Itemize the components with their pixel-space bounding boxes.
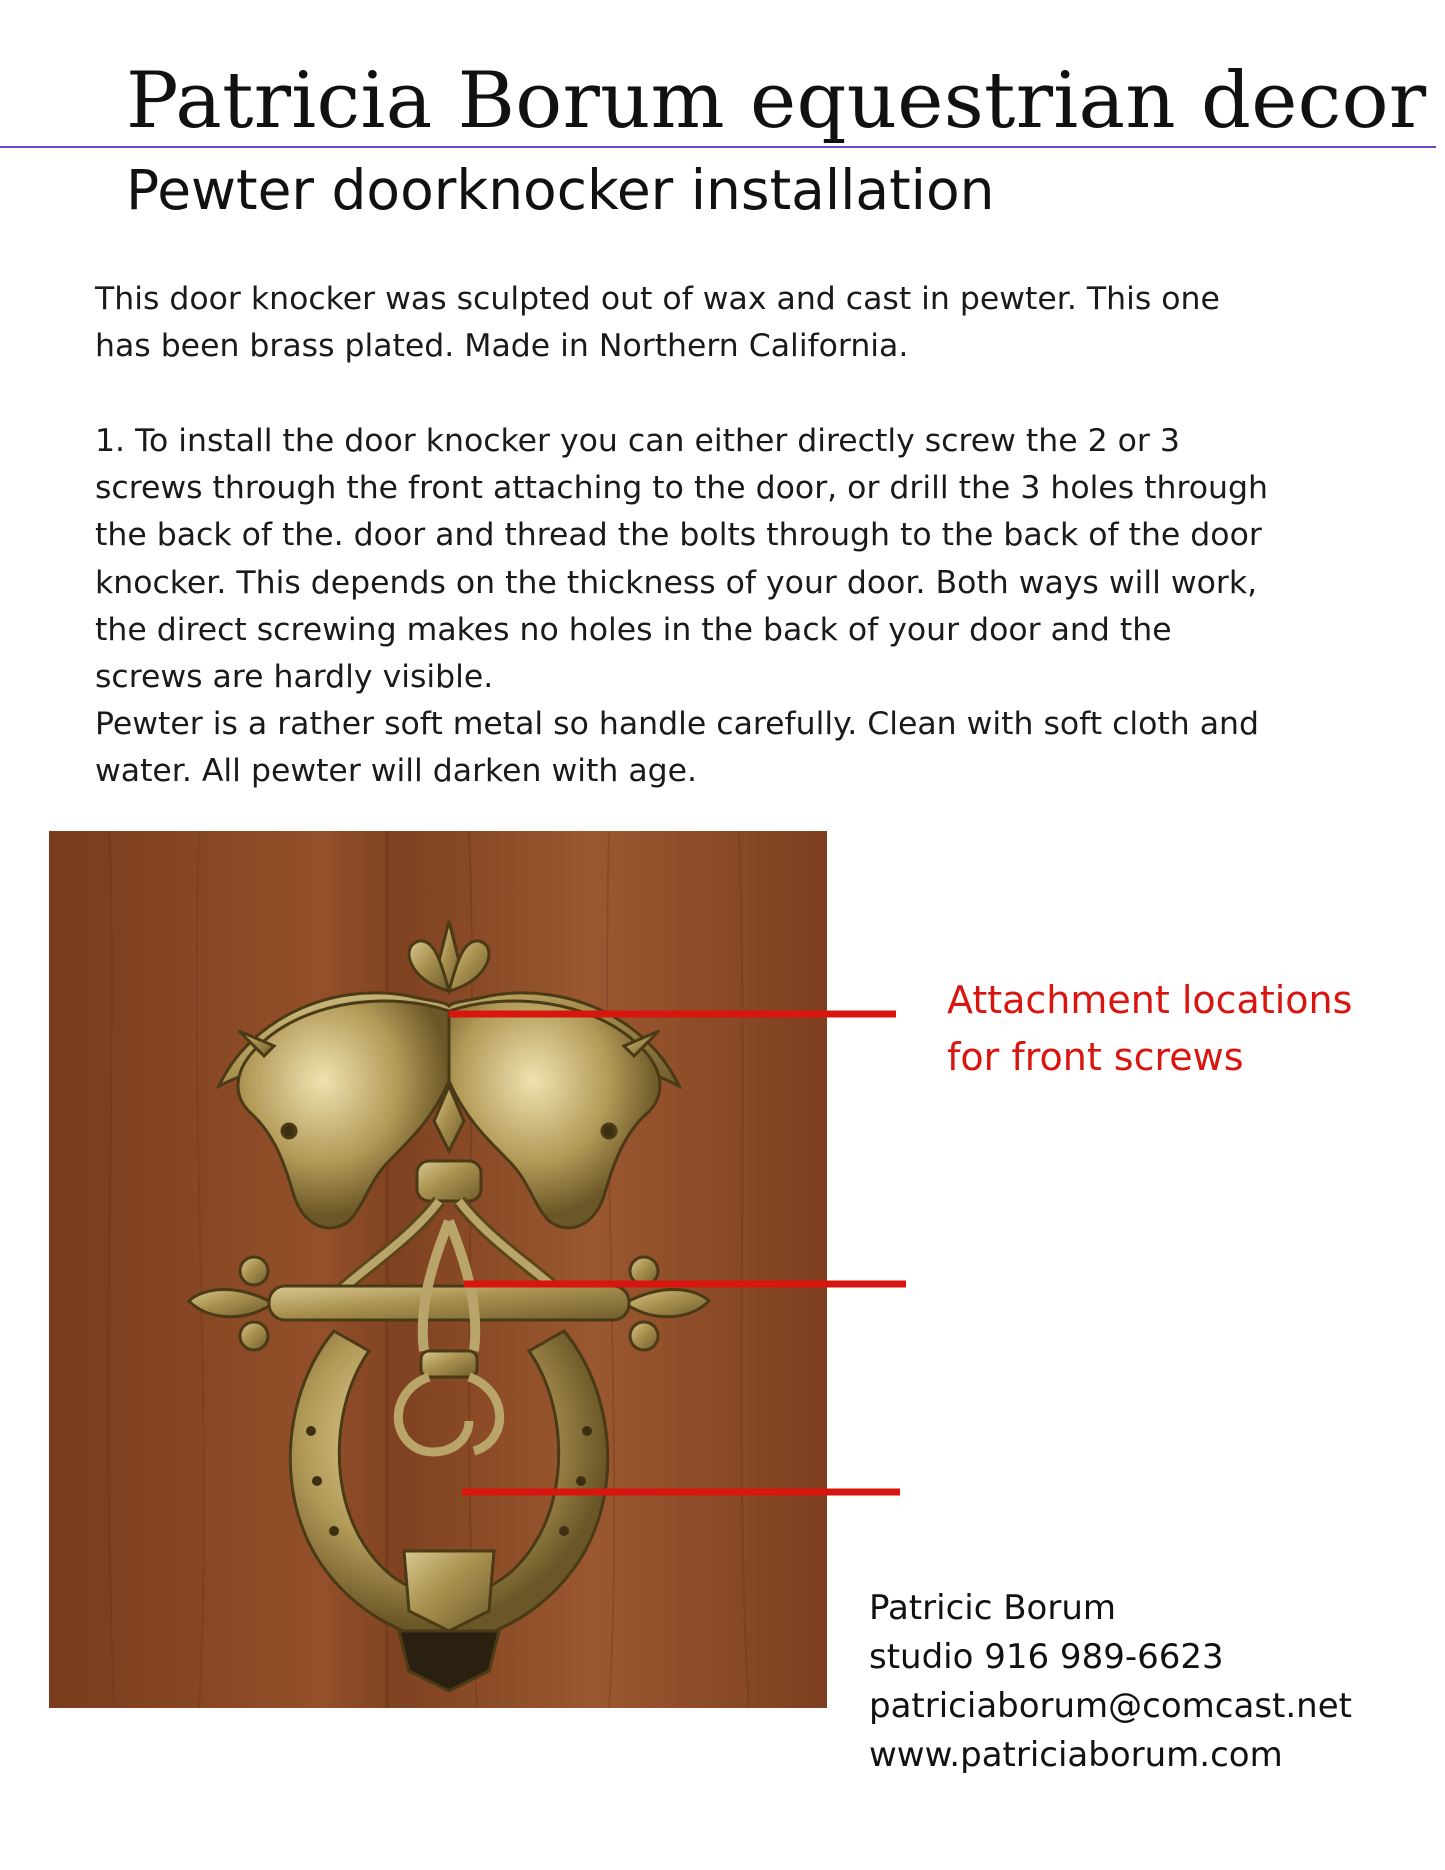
installation-instructions: 1. To install the door knocker you can either directly screw the 2 or 3 screws through the front attaching to the door, or drill the 3 holes through the back of the. door and thread the bolts through to the back of the door knocker. This depends on the thickness of your door. Both ways will work, the direct screwing makes no holes in the back of your door and the screws are hardly visible. Pewter is a rather soft metal so handle carefully. Clean with soft cloth and water. All pewter will darken with age. — [95, 423, 1268, 790]
title-divider — [0, 146, 1436, 148]
brand-title: Patricia Borum equestrian decor — [126, 56, 1427, 146]
contact-block — [869, 1584, 1429, 1780]
contact-email-link[interactable]: patriciaborum@comcast.net — [869, 1686, 1352, 1726]
contact-website-link[interactable]: www.patriciaborum.com — [869, 1735, 1283, 1775]
attachment-callout-label: Attachment locations for front screws — [947, 978, 1353, 1079]
contact-name: Patricic Borum — [869, 1588, 1116, 1628]
contact-phone: studio 916 989-6623 — [869, 1637, 1224, 1677]
page-subtitle: Pewter doorknocker installation — [126, 158, 995, 222]
intro-paragraph: This door knocker was sculpted out of wax and cast in pewter. This one has been brass plated. Made in Northern California. — [95, 281, 1220, 364]
door-knocker-photo — [49, 831, 827, 1708]
